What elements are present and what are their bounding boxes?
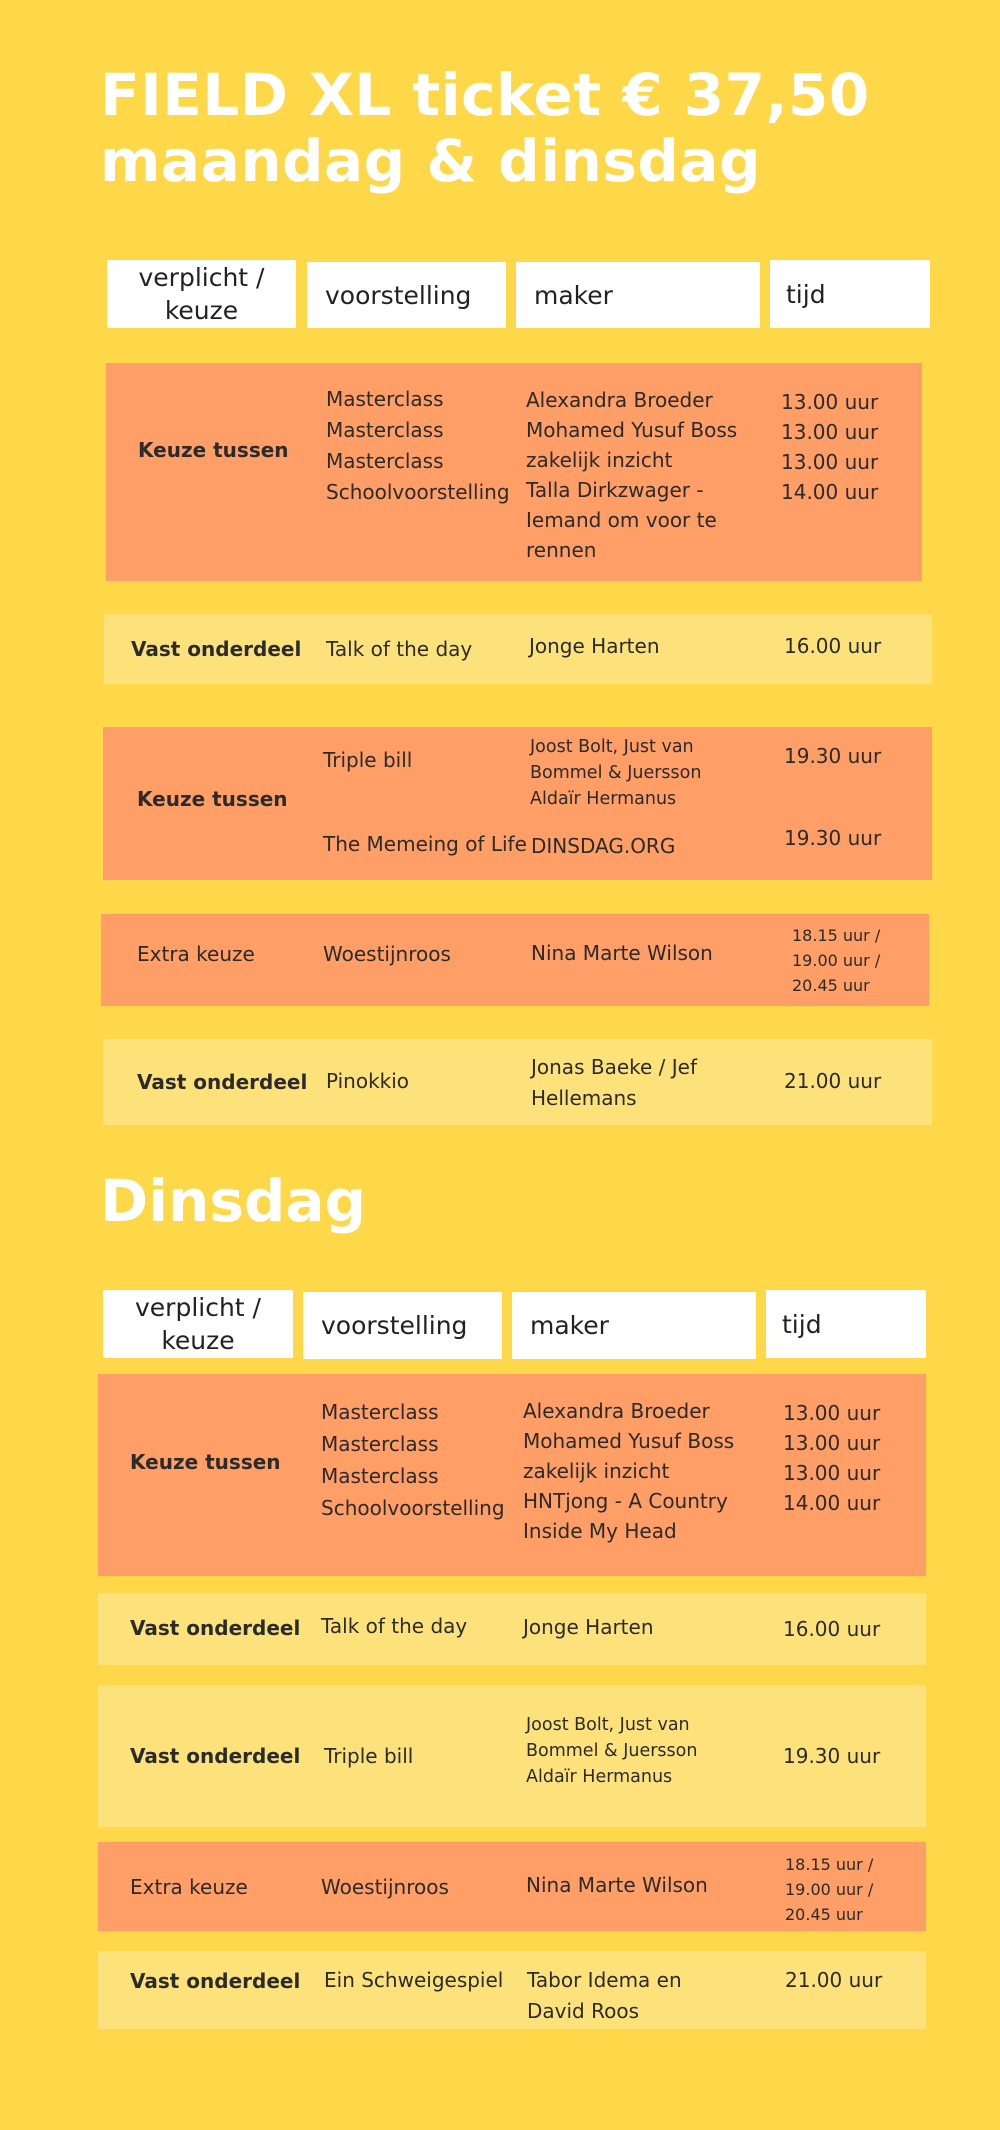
row-tijd: 18.15 uur / 19.00 uur / 20.45 uur [792,926,881,995]
section-heading-dinsdag: Dinsdag [100,1167,367,1235]
row-type: Vast onderdeel [130,1744,301,1768]
row-maker: Joost Bolt, Just van Bommel & Juersson Aldaïr Hermanus [526,1715,698,1787]
table-row [98,1951,926,2029]
row-voorstelling: Masterclass Masterclass Masterclass Schoolvoorstelling [321,1400,505,1520]
row-type: Keuze tussen [137,787,288,811]
row-maker: Nina Marte Wilson [526,1873,708,1897]
page-title [100,62,870,194]
row-type: Vast onderdeel [137,1070,308,1094]
row-tijd: 16.00 uur [784,634,882,658]
header-voorstelling: voorstelling [307,262,506,328]
header-keuze: verplicht / keuze [103,1290,293,1358]
table-row [98,1593,926,1665]
row-tijd: 16.00 uur [783,1617,881,1641]
table-row [101,914,929,1006]
header-voorstelling: voorstelling [303,1292,502,1359]
title-line-2: maandag & dinsdag [100,127,762,195]
table-row [103,1039,932,1125]
row-type: Extra keuze [130,1875,248,1899]
table-row [98,1374,926,1576]
row-tijd: 21.00 uur [784,1069,882,1093]
row-maker: Jonge Harten [523,1615,654,1639]
row-tijd: 13.00 uur 13.00 uur 13.00 uur 14.00 uur [781,390,879,504]
row-type: Vast onderdeel [131,637,302,661]
row-tijd: 13.00 uur 13.00 uur 13.00 uur 14.00 uur [783,1401,881,1515]
row-voorstelling: Talk of the day [326,637,473,661]
row-maker: DINSDAG.ORG [531,834,676,858]
header-tijd: tijd [766,1290,926,1358]
row-voorstelling: Triple bill [324,1744,414,1768]
row-voorstelling: Talk of the day [321,1614,468,1638]
table-row [103,727,932,880]
row-voorstelling: The Memeing of Life [323,832,527,856]
row-maker: Jonas Baeke / Jef Hellemans [531,1055,697,1110]
table-row [98,1842,926,1931]
header-maker: maker [516,262,760,328]
row-type: Keuze tussen [130,1450,281,1474]
table-row [98,1685,926,1827]
row-tijd: 19.30 uur [784,826,882,850]
title-line-1: FIELD XL ticket € 37,50 [100,61,870,129]
row-voorstelling: Triple bill [323,748,413,772]
row-maker: Alexandra Broeder Mohamed Yusuf Boss zakelijk inzicht Talla Dirkzwager - Iemand om voor te rennen [526,388,738,562]
table-row [104,614,932,684]
row-maker: Nina Marte Wilson [531,941,713,965]
row-tijd: 21.00 uur [785,1968,883,1992]
row-type: Vast onderdeel [130,1969,301,1993]
row-voorstelling: Ein Schweigespiel [324,1968,504,1992]
row-maker: Alexandra Broeder Mohamed Yusuf Boss zakelijk inzicht HNTjong - A Country Inside My Head [523,1399,735,1543]
row-type: Keuze tussen [138,438,289,462]
row-tijd: 18.15 uur / 19.00 uur / 20.45 uur [785,1855,874,1924]
row-voorstelling: Woestijnroos [321,1875,449,1899]
row-voorstelling: Masterclass Masterclass Masterclass Schoolvoorstelling [326,387,510,504]
header-tijd: tijd [770,260,930,328]
row-voorstelling: Woestijnroos [323,942,451,966]
table-row [106,363,922,581]
row-type: Extra keuze [137,942,255,966]
row-maker: Jonge Harten [529,634,660,658]
row-maker: Tabor Idema en David Roos [527,1968,682,2023]
row-maker: Joost Bolt, Just van Bommel & Juersson Aldaïr Hermanus [530,737,702,809]
row-type: Vast onderdeel [130,1616,301,1640]
row-voorstelling: Pinokkio [326,1069,410,1093]
header-keuze: verplicht / keuze [107,260,296,328]
row-tijd: 19.30 uur [784,744,882,768]
row-tijd: 19.30 uur [783,1744,881,1768]
header-maker: maker [512,1292,756,1359]
